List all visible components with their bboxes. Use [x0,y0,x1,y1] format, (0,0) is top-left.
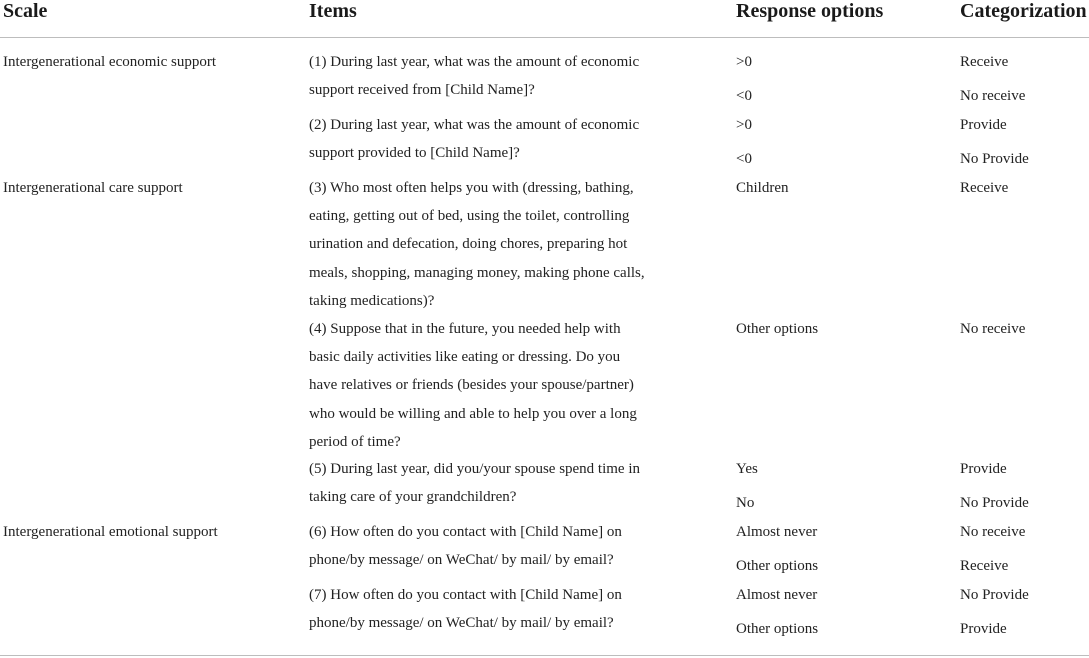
item-5-line: (5) During last year, did you/your spouse spend time in [309,461,641,477]
categorization: No receive [960,524,1026,540]
item-2 [309,111,639,167]
categorization: Receive [960,558,1009,574]
response-option: Almost never [736,587,818,603]
categorization: No Provide [960,151,1029,167]
response-option: Children [736,180,789,196]
item-2-line: (2) During last year, what was the amount of economic [309,117,640,133]
item-7-line: phone/by message/ on WeChat/ by mail/ by email? [309,615,614,632]
header-divider [0,37,1089,38]
categorization: Receive [960,54,1009,70]
header-response-options: Response options [736,0,884,22]
item-3-line: meals, shopping, managing money, making phone calls, [309,264,645,281]
response-option: Almost never [736,524,818,540]
response-option: No [736,495,755,511]
item-1 [309,48,639,104]
item-4 [309,315,637,456]
item-5 [309,455,640,511]
item-6-line: phone/by message/ on WeChat/ by mail/ by email? [309,552,614,569]
response-option: >0 [736,54,752,70]
item-1-line: support received from [Child Name]? [309,82,535,99]
header-items: Items [309,0,357,22]
header-scale: Scale [3,0,48,22]
item-4-line: have relatives or friends (besides your spouse/partner) [309,377,634,394]
item-3-line: taking medications)? [309,292,435,309]
item-3-line: urination and defecation, doing chores, preparing hot [309,236,628,253]
item-6-line: (6) How often do you contact with [Child Name] on [309,524,622,540]
response-option: Other options [736,621,819,637]
item-4-line: (4) Suppose that in the future, you needed help with [309,321,621,337]
categorization: Provide [960,461,1007,477]
categorization: No Provide [960,587,1029,603]
response-option: Other options [736,321,819,337]
categorization: Receive [960,180,1009,196]
response-option: Yes [736,461,758,477]
item-4-line: period of time? [309,433,401,450]
item-3-line: (3) Who most often helps you with (dressing, bathing, [309,180,634,196]
response-option: <0 [736,151,752,167]
item-7 [309,581,622,637]
header-categorization: Categorization [960,0,1087,22]
response-option: >0 [736,117,752,133]
item-1-line: (1) During last year, what was the amount of economic [309,54,640,70]
categorization: No receive [960,321,1026,337]
item-3 [309,174,645,315]
response-option: Other options [736,558,819,574]
table-bottom-rule [0,655,1089,656]
categorization: No Provide [960,495,1029,511]
scale-economic: Intergenerational economic support [3,54,216,70]
scale-emotional: Intergenerational emotional support [3,524,218,540]
categorization: Provide [960,117,1007,133]
response-option: <0 [736,88,752,104]
item-4-line: basic daily activities like eating or dressing. Do you [309,349,621,366]
item-7-line: (7) How often do you contact with [Child Name] on [309,587,622,603]
scale-care: Intergenerational care support [3,180,183,196]
item-3-line: eating, getting out of bed, using the toilet, controlling [309,208,630,225]
item-5-line: taking care of your grandchildren? [309,489,517,506]
item-2-line: support provided to [Child Name]? [309,145,520,162]
item-4-line: who would be willing and able to help you over a long [309,405,637,422]
categorization: No receive [960,88,1026,104]
item-6 [309,518,622,574]
categorization: Provide [960,621,1007,637]
